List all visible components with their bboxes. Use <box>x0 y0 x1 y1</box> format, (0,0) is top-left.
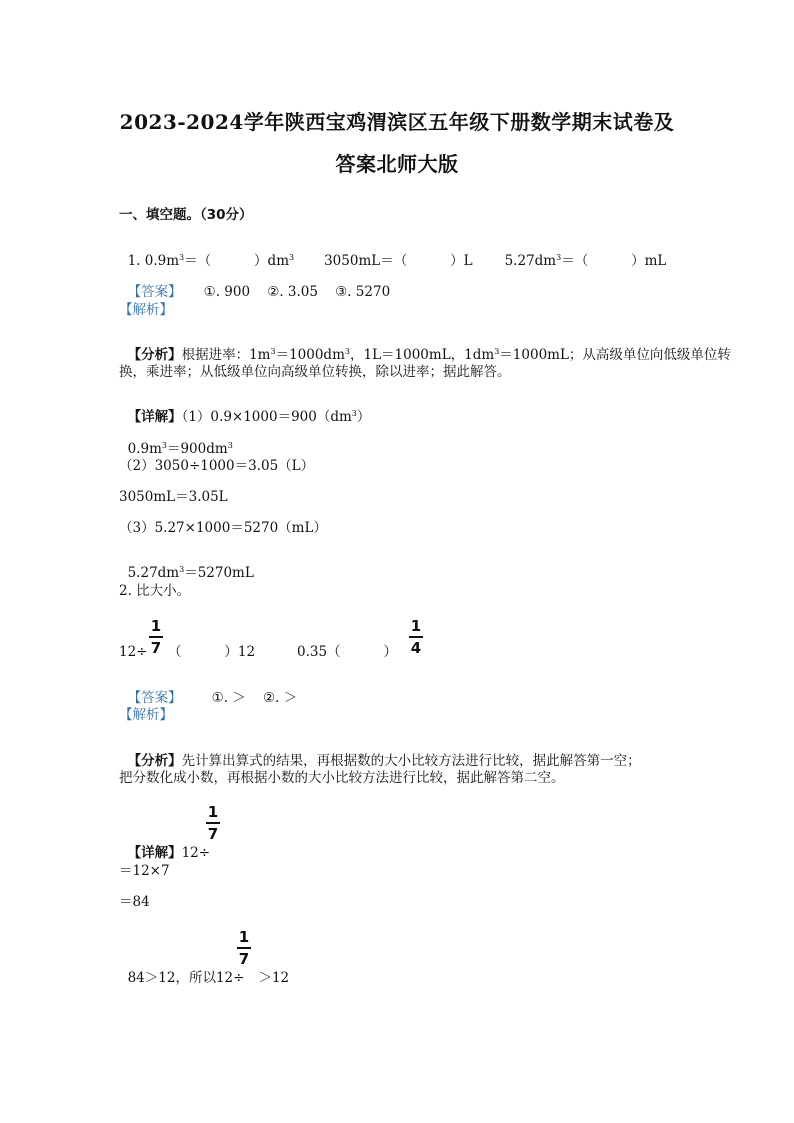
document-title-line-2: 答案北师大版 <box>335 152 459 176</box>
q1-part1: 1. 0.9m <box>127 252 180 269</box>
q2-analysis-line-2: 把分数化成小数，再根据小数的大小比较方法进行比较，据此解答第二空。 <box>119 770 565 786</box>
q2-detail-line-3: ＝84 <box>119 894 150 910</box>
q1-part2: ＝（ ）dm <box>184 252 289 269</box>
q1-part5: ＝（ ）mL <box>561 252 667 269</box>
q1-answer <box>119 272 390 299</box>
fraction-one-fourth: 1 4 <box>410 617 422 657</box>
q1-detail-line-6: $5.27dm^3=5270mL$ <box>127 564 254 581</box>
q1-analysis-line-1: 【分析】根据进率：$1m^3=1000dm^3$，1L＝1000mL，$1dm^3=1000mL$；从高级单位向低级单位转 <box>127 346 731 363</box>
fraction-one-seventh-detail: 1 7 <box>207 803 219 843</box>
q1-jiexi-tag: 【解析】 <box>119 302 173 318</box>
q2-blank-1: （ ）12 <box>168 644 256 660</box>
answer-text: ①. 900 ②. 3.05 ③. 5270 <box>203 283 391 300</box>
question-2: 2. 比大小。 <box>119 583 191 599</box>
answer-tag: 【答案】 <box>127 689 182 706</box>
q1-detail-line-1: 【详解】$(1)0.9\times 1000=900(dm^3)$ <box>127 408 371 425</box>
q1-part4: 5.27dm <box>504 252 557 269</box>
xiangjie-tag: 【详解】 <box>127 408 182 425</box>
answer-tag: 【答案】 <box>127 283 182 300</box>
q2-detail-line-2: ＝12×7 <box>119 863 170 879</box>
question-1: 1. $0.9m^3=$（ ）$dm^3$ 3050mL＝（ ）L $5.27dm^3=$（ ）mL <box>127 252 667 269</box>
q1-detail-line-5: （3）5.27×1000＝5270（mL） <box>119 520 327 536</box>
document-title-line-1: 2023-2024学年陕西宝鸡渭滨区五年级下册数学期末试卷及 <box>119 110 675 134</box>
q2-expression-2: 0.35（ ） <box>297 644 397 660</box>
q2-analysis-line-1: 【分析】先计算出算式的结果，再根据数的大小比较方法进行比较，据此解答第一空； <box>127 752 641 769</box>
q1-detail-line-4: 3050mL＝3.05L <box>119 489 228 505</box>
q2-jiexi-tag: 【解析】 <box>119 707 173 723</box>
q2-detail-line-1: 【详解】12÷ <box>127 844 211 861</box>
q2-detail-line-4: 84＞12，所以12÷ ＞12 <box>127 969 290 986</box>
answer-text: ①. ＞ ②. ＞ <box>211 689 298 706</box>
section-heading: 一、填空题。（30分） <box>119 207 253 223</box>
fenxi-tag: 【分析】 <box>127 346 182 363</box>
fenxi-tag: 【分析】 <box>127 752 182 769</box>
q2-expression-1: 12÷ <box>119 644 148 660</box>
q1-detail-line-2: $0.9m^3=900dm^3$ <box>127 440 233 457</box>
xiangjie-tag: 【详解】 <box>127 844 182 861</box>
q1-detail-line-3: （2）3050÷1000＝3.05（L） <box>119 458 315 474</box>
q2-answer <box>119 678 297 705</box>
q1-analysis-line-2: 换，乘进率；从低级单位向高级单位转换，除以进率；据此解答。 <box>119 364 511 380</box>
fraction-one-seventh: 1 7 <box>150 617 162 657</box>
fraction-one-seventh-conclusion: 1 7 <box>238 928 250 968</box>
q1-part3: 3050mL＝（ ）L <box>324 252 473 269</box>
